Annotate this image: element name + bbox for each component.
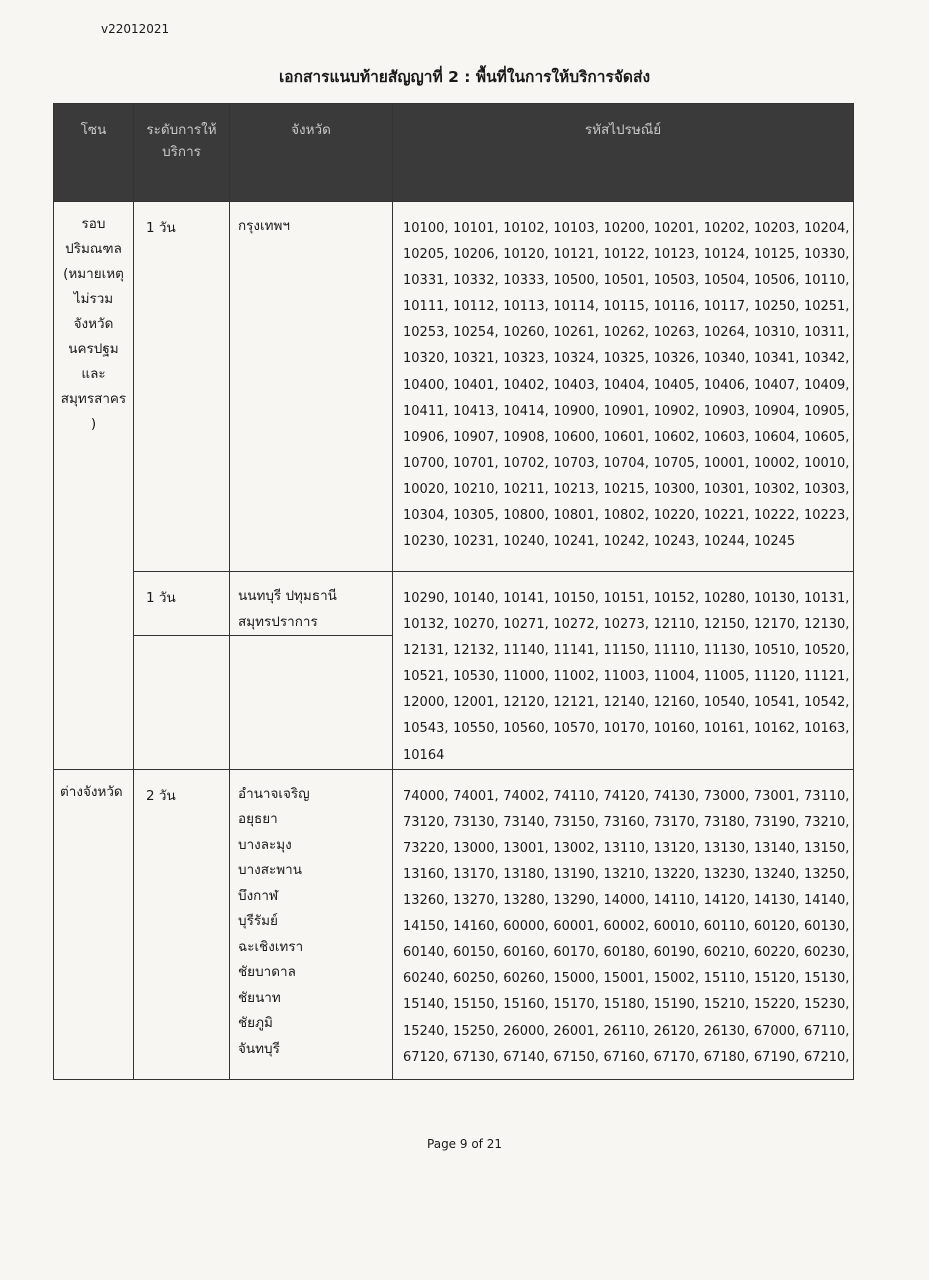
province-cell bbox=[230, 572, 393, 636]
province-cell: กรุงเทพฯ bbox=[230, 202, 393, 572]
postcode-line: 74000, 74001, 74002, 74110, 74120, 74130, 73000, 73001, 73110, bbox=[403, 788, 850, 804]
empty-cell bbox=[134, 636, 230, 769]
province-line: บางละมุง bbox=[238, 836, 292, 853]
province-line: บุรีรัมย์ bbox=[238, 913, 278, 930]
province-line: อำนาจเจริญ bbox=[238, 785, 310, 802]
province-line: สมุทรปราการ bbox=[238, 613, 318, 630]
postcode-line: 12131, 12132, 11140, 11141, 11150, 11110, 11130, 10510, 10520, bbox=[403, 643, 850, 659]
postcode-line: 10020, 10210, 10211, 10213, 10215, 10300, 10301, 10302, 10303, bbox=[403, 481, 850, 497]
postcode-line: 10253, 10254, 10260, 10261, 10262, 10263, 10264, 10310, 10311, bbox=[403, 325, 850, 341]
table-row bbox=[54, 769, 854, 1079]
header-postcode: รหัสไปรษณีย์ bbox=[393, 104, 854, 202]
level-cell: 1 วัน bbox=[134, 202, 230, 572]
province-line: ฉะเชิงเทรา bbox=[238, 938, 304, 955]
zone-cell: รอบ ปริมณฑล (หมายเหตุ ไม่รวม จังหวัด นครปฐม และ สมุทรสาคร ) bbox=[54, 202, 134, 770]
province-line: อยุธยา bbox=[238, 811, 278, 828]
postcode-cell bbox=[393, 572, 854, 770]
postcode-line: 14150, 14160, 60000, 60001, 60002, 60010, 60110, 60120, 60130, bbox=[403, 919, 850, 935]
postcode-line: 15140, 15150, 15160, 15170, 15180, 15190, 15210, 15220, 15230, bbox=[403, 997, 850, 1013]
postcode-line: 10331, 10332, 10333, 10500, 10501, 10503, 10504, 10506, 10110, bbox=[403, 273, 850, 289]
postcode-line: 10304, 10305, 10800, 10801, 10802, 10220, 10221, 10222, 10223, bbox=[403, 508, 850, 524]
postcode-line: 10400, 10401, 10402, 10403, 10404, 10405, 10406, 10407, 10409, bbox=[403, 377, 850, 393]
postcode-line: 60140, 60150, 60160, 60170, 60180, 60190, 60210, 60220, 60230, bbox=[403, 945, 850, 961]
postcode-cell bbox=[393, 769, 854, 1079]
zone-cell: ต่างจังหวัด bbox=[54, 769, 134, 1079]
postcode-line: 10700, 10701, 10702, 10703, 10704, 10705, 10001, 10002, 10010, bbox=[403, 455, 850, 471]
postcode-line: 12000, 12001, 12120, 12121, 12140, 12160, 10540, 10541, 10542, bbox=[403, 695, 850, 711]
postcode-cell bbox=[393, 202, 854, 572]
postcode-line: 10164 bbox=[403, 747, 445, 763]
province-line: จันทบุรี bbox=[238, 1040, 280, 1057]
province-line: ชัยนาท bbox=[238, 989, 281, 1006]
postcode-line: 10521, 10530, 11000, 11002, 11003, 11004, 11005, 11120, 11121, bbox=[403, 669, 850, 685]
empty-cell bbox=[230, 636, 393, 769]
postcode-line: 10230, 10231, 10240, 10241, 10242, 10243, 10244, 10245 bbox=[403, 534, 796, 550]
postcode-line: 73120, 73130, 73140, 73150, 73160, 73170, 73180, 73190, 73210, bbox=[403, 814, 850, 830]
province-line: บึงกาฬ bbox=[238, 887, 279, 904]
table-row bbox=[54, 572, 854, 636]
postcode-line: 10411, 10413, 10414, 10900, 10901, 10902, 10903, 10904, 10905, bbox=[403, 403, 850, 419]
table-row bbox=[54, 202, 854, 572]
postcode-line: 60240, 60250, 60260, 15000, 15001, 15002, 15110, 15120, 15130, bbox=[403, 971, 850, 987]
province-line: ชัยภูมิ bbox=[238, 1015, 273, 1032]
version-label: v22012021 bbox=[101, 22, 170, 36]
level-cell: 1 วัน bbox=[134, 572, 230, 636]
postcode-line: 10320, 10321, 10323, 10324, 10325, 10326, 10340, 10341, 10342, bbox=[403, 351, 850, 367]
postcode-line: 10906, 10907, 10908, 10600, 10601, 10602, 10603, 10604, 10605, bbox=[403, 429, 850, 445]
level-cell: 2 วัน bbox=[134, 769, 230, 1079]
province-line: นนทบุรี ปทุมธานี bbox=[238, 588, 337, 604]
header-province: จังหวัด bbox=[230, 104, 393, 202]
postcode-line: 10543, 10550, 10560, 10570, 10170, 10160, 10161, 10162, 10163, bbox=[403, 721, 850, 737]
postcode-line: 13260, 13270, 13280, 13290, 14000, 14110, 14120, 14130, 14140, bbox=[403, 893, 850, 909]
document-title: เอกสารแนบท้ายสัญญาที่ 2 : พื้นที่ในการให้บริการจัดส่ง bbox=[278, 68, 651, 86]
postcode-line: 10205, 10206, 10120, 10121, 10122, 10123, 10124, 10125, 10330, bbox=[403, 247, 850, 263]
postcode-line: 13160, 13170, 13180, 13190, 13210, 13220, 13230, 13240, 13250, bbox=[403, 866, 850, 882]
delivery-area-table bbox=[53, 103, 854, 1080]
province-line: ชัยบาดาล bbox=[238, 964, 296, 981]
table-header-row bbox=[54, 104, 854, 202]
page-number: Page 9 of 21 bbox=[427, 1137, 502, 1151]
header-level: ระดับการให้บริการ bbox=[134, 104, 230, 202]
province-line: บางสะพาน bbox=[238, 862, 302, 879]
postcode-line: 15240, 15250, 26000, 26001, 26110, 26120, 26130, 67000, 67110, bbox=[403, 1023, 850, 1039]
postcode-line: 10290, 10140, 10141, 10150, 10151, 10152, 10280, 10130, 10131, bbox=[403, 591, 850, 606]
postcode-line: 73220, 13000, 13001, 13002, 13110, 13120, 13130, 13140, 13150, bbox=[403, 840, 850, 856]
province-cell bbox=[230, 769, 393, 1079]
postcode-line: 10132, 10270, 10271, 10272, 10273, 12110, 12150, 12170, 12130, bbox=[403, 617, 850, 633]
postcode-line: 67120, 67130, 67140, 67150, 67160, 67170, 67180, 67190, 67210, bbox=[403, 1049, 850, 1065]
postcode-line: 10100, 10101, 10102, 10103, 10200, 10201, 10202, 10203, 10204, bbox=[403, 221, 850, 236]
header-zone: โซน bbox=[54, 104, 134, 202]
postcode-line: 10111, 10112, 10113, 10114, 10115, 10116, 10117, 10250, 10251, bbox=[403, 299, 850, 315]
